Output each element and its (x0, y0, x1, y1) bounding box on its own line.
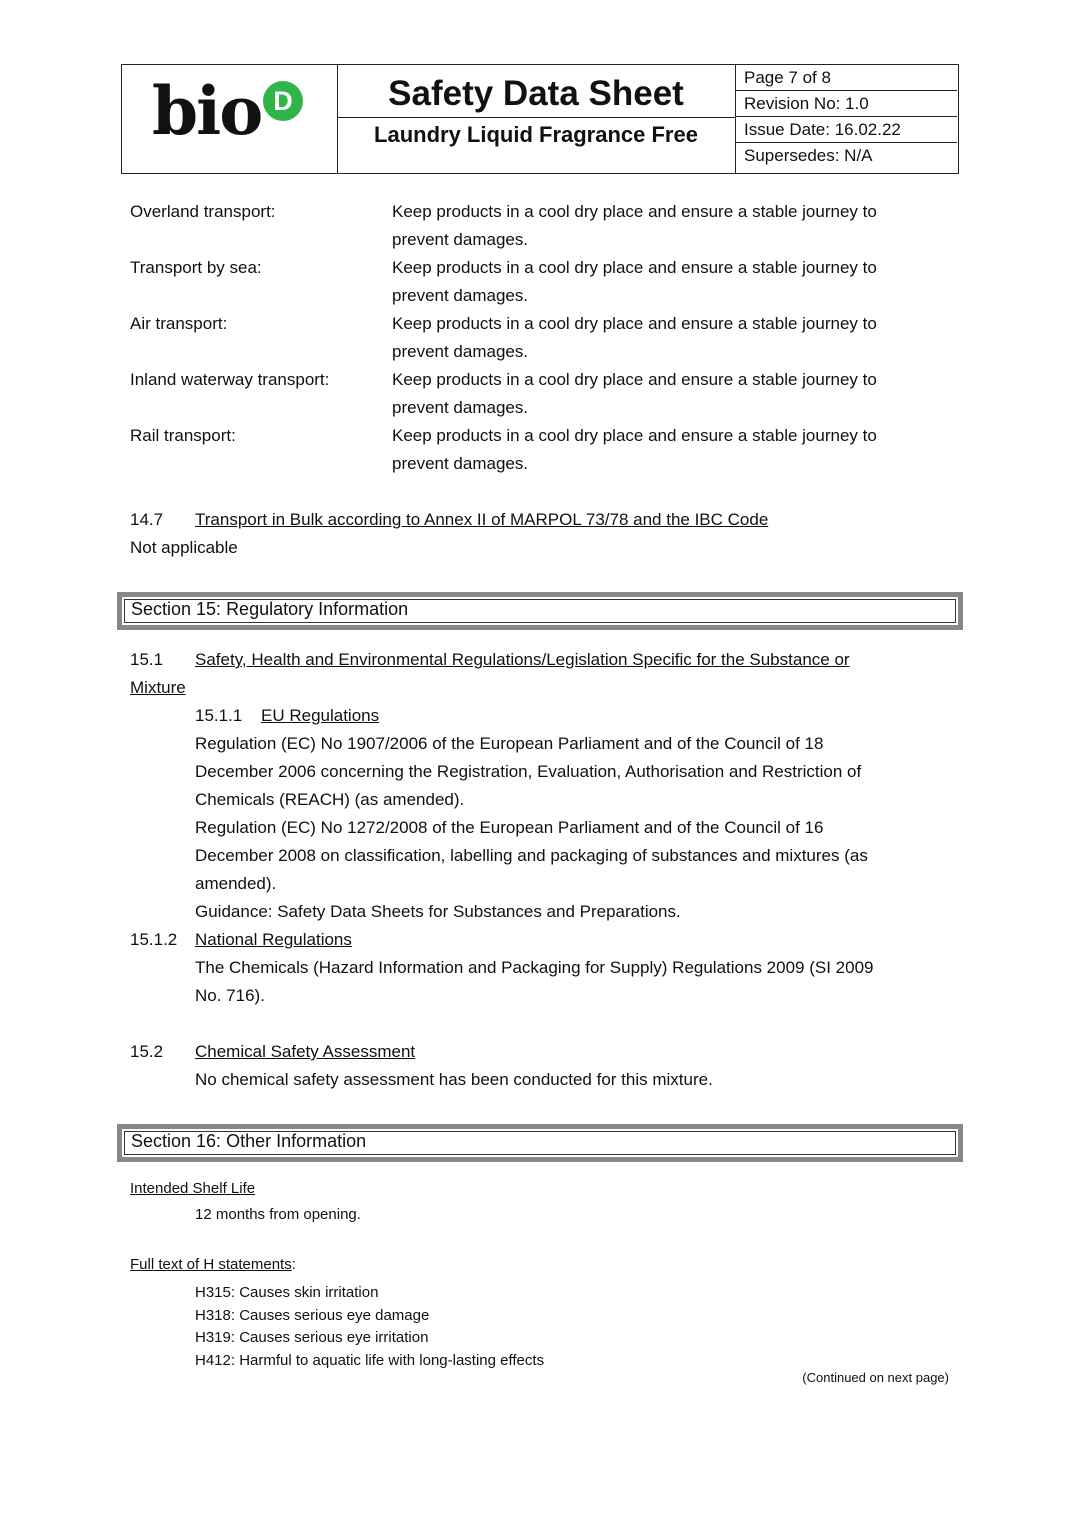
paragraph-line: amended). (195, 874, 277, 893)
logo-badge: D (263, 81, 303, 121)
transport-text: prevent damages. (392, 230, 529, 249)
section-title: Section 16: Other Information (131, 1131, 367, 1151)
h-statement: H318: Causes serious eye damage (195, 1306, 430, 1324)
transport-text: prevent damages. (392, 286, 529, 305)
subsection-heading (130, 1180, 255, 1197)
section-number: 15.1.2 (130, 930, 178, 949)
logo-text: bio (152, 72, 262, 150)
paragraph-line: No. 716). (195, 986, 265, 1005)
paragraph: 12 months from opening. (195, 1206, 361, 1223)
eu-regulations-text (195, 730, 935, 926)
heading-colon: : (291, 1256, 296, 1273)
document-header (121, 64, 959, 174)
national-regulations-text (195, 954, 935, 1010)
subsection-heading-text: National Regulations (195, 930, 352, 949)
paragraph: Not applicable (130, 538, 238, 557)
subsection-heading-text: Full text of H statements (130, 1256, 292, 1273)
continued-note: (Continued on next page) (802, 1370, 949, 1385)
paragraph-line: The Chemicals (Hazard Information and Packaging for Supply) Regulations 2009 (SI 2009 (195, 958, 874, 977)
transport-text: prevent damages. (392, 398, 529, 417)
section-16-header (117, 1124, 963, 1162)
logo (122, 65, 338, 173)
transport-label: Overland transport: (130, 202, 276, 221)
section-number: 15.1.1 (195, 706, 243, 725)
paragraph-line: Regulation (EC) No 1272/2008 of the European Parliament and of the Council of 16 (195, 818, 824, 837)
transport-text: Keep products in a cool dry place and ensure a stable journey to (392, 314, 877, 333)
header-meta (735, 65, 957, 173)
transport-label: Rail transport: (130, 426, 236, 445)
subsection-heading-text: Chemical Safety Assessment (195, 1042, 416, 1061)
h-statement: H319: Causes serious eye irritation (195, 1329, 429, 1346)
supersedes: Supersedes: N/A (744, 146, 873, 165)
revision-number: Revision No: 1.0 (735, 91, 957, 117)
transport-text: Keep products in a cool dry place and ensure a stable journey to (392, 258, 877, 277)
product-name: Laundry Liquid Fragrance Free (374, 122, 698, 147)
transport-label: Air transport: (130, 314, 228, 333)
subsection-heading (195, 926, 352, 954)
h-statement: H412: Harmful to aquatic life with long-lasting effects (195, 1351, 545, 1369)
paragraph-line: Guidance: Safety Data Sheets for Substances and Preparations. (195, 902, 681, 921)
subsection-heading-cont (130, 674, 186, 702)
transport-text: prevent damages. (392, 342, 529, 361)
paragraph-line: Regulation (EC) No 1907/2006 of the European Parliament and of the Council of 18 (195, 734, 824, 753)
section-number: 15.2 (130, 1042, 164, 1061)
subsection-heading (261, 702, 379, 730)
transport-label: Transport by sea: (130, 258, 262, 277)
section-number: 15.1 (130, 650, 164, 669)
section-15-header (117, 592, 963, 630)
transport-text: prevent damages. (392, 454, 529, 473)
h-statement: H315: Causes skin irritation (195, 1284, 379, 1301)
subsection-heading (195, 646, 850, 674)
page-number: Page 7 of 8 (735, 65, 957, 91)
section-title: Section 15: Regulatory Information (131, 599, 409, 619)
transport-text: Keep products in a cool dry place and ensure a stable journey to (392, 426, 877, 445)
subsection-heading (195, 1038, 415, 1066)
document-title: Safety Data Sheet (337, 71, 735, 118)
transport-text: Keep products in a cool dry place and ensure a stable journey to (392, 202, 877, 221)
subsection-heading-text: EU Regulations (261, 706, 380, 725)
subsection-heading-text: Intended Shelf Life (130, 1180, 256, 1197)
subsection-heading-text: Mixture (130, 678, 186, 697)
h-statements-list (195, 1282, 544, 1372)
paragraph-line: December 2008 on classification, labelling and packaging of substances and mixtures (as (195, 846, 868, 865)
issue-date: Issue Date: 16.02.22 (735, 117, 957, 143)
paragraph-line: Chemicals (REACH) (as amended). (195, 790, 465, 809)
transport-text: Keep products in a cool dry place and ensure a stable journey to (392, 370, 877, 389)
subsection-heading-text: Transport in Bulk according to Annex II of MARPOL 73/78 and the IBC Code (195, 510, 769, 529)
subsection-heading (195, 506, 768, 534)
paragraph: No chemical safety assessment has been conducted for this mixture. (195, 1070, 713, 1089)
subsection-heading (130, 1256, 296, 1273)
paragraph-line: December 2006 concerning the Registration, Evaluation, Authorisation and Restriction of (195, 762, 862, 781)
section-number: 14.7 (130, 510, 164, 529)
subsection-heading-text: Safety, Health and Environmental Regulations/Legislation Specific for the Substance or (195, 650, 850, 669)
transport-label: Inland waterway transport: (130, 370, 330, 389)
header-title-block (337, 65, 736, 173)
